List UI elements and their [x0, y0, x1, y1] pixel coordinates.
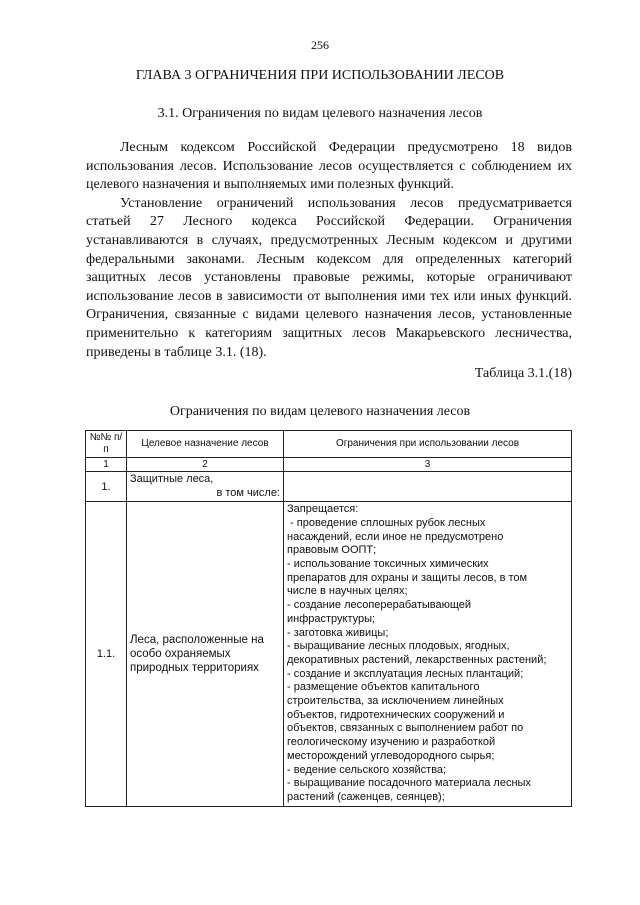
header-number: №№ п/п [86, 431, 127, 458]
restriction-line: геологическому изучению и разработкой [287, 736, 496, 749]
col-number-3: 3 [284, 458, 572, 472]
table-row [86, 472, 572, 502]
header-purpose: Целевое назначение лесов [127, 431, 284, 458]
restriction-line: - выращивание посадочного материала лесных [287, 777, 531, 790]
restriction-line: препаратов для охраны и защиты лесов, в том [287, 571, 528, 584]
row-restrictions [284, 472, 572, 502]
restriction-line: - использование токсичных химических [287, 558, 489, 570]
restriction-line: - выращивание лесных плодовых, ягодных, [287, 640, 510, 653]
chapter-title: ГЛАВА 3 ОГРАНИЧЕНИЯ ПРИ ИСПОЛЬЗОВАНИИ ЛЕСОВ [135, 68, 505, 83]
paragraph-2: Установление ограничений использования лесов предусматривается статьей 27 Лесного кодекса Российской Федерации. Ограничения устанавливаются в случаях, предусмотренных Лесным кодексом и другими федеральными законами. Лесным кодексом для определенных категорий защитных лесов установлены правовые режимы, которые ограничивают использование лесов в зависимости от выполнения ими тех или иных функций. Ограничения, связанные с видами целевого назначения лесов, установленные применительно к категориям защитных лесов Макарьевского лесничества, приведены в таблице 3.1. (18). [86, 195, 572, 360]
col-number-1: 1 [86, 458, 127, 472]
row-purpose [127, 472, 284, 502]
row-purpose: Леса, расположенные на особо охраняемых природных территориях [127, 502, 284, 806]
restriction-line: декоративных растений, лекарственных растений; [287, 653, 547, 666]
restrictions-table [85, 430, 572, 807]
table-title: Ограничения по видам целевого назначения лесов [169, 404, 471, 419]
restriction-line: объектов, гидротехнических сооружений и [287, 708, 505, 721]
table-header-row [86, 431, 572, 458]
header-restrictions: Ограничения при использовании лесов [284, 431, 572, 458]
restriction-line: - создание лесоперерабатывающей [287, 599, 472, 612]
row-number: 1.1. [86, 502, 127, 806]
paragraph-1: Лесным кодексом Российской Федерации предусмотрено 18 видов использования лесов. Использование лесов осуществляется с соблюдением их целевого назначения и выполняемых ими полезных функций. [86, 140, 572, 193]
restriction-line: правовым ООПТ; [287, 544, 377, 557]
restriction-line: - заготовка живицы; [287, 626, 389, 639]
col-number-2: 2 [127, 458, 284, 472]
restriction-line: - ведение сельского хозяйства; [287, 763, 447, 776]
restriction-line: объектов, связанных с выполнением работ по [287, 722, 524, 735]
body-text [86, 139, 572, 362]
column-number-row [86, 458, 572, 472]
table-reference: Таблица 3.1.(18) [474, 366, 572, 381]
page-number: 256 [311, 38, 329, 52]
row-purpose-line: Защитные леса, [130, 473, 214, 485]
restriction-line: - проведение сплошных рубок лесных [287, 516, 486, 529]
restriction-line: - создание и эксплуатация лесных плантаций; [287, 667, 524, 680]
restriction-line: - размещение объектов капитального [287, 681, 480, 694]
restriction-line: Запрещается: [287, 503, 359, 516]
row-restrictions [284, 502, 572, 806]
table-row [86, 502, 572, 806]
restriction-line: растений (саженцев, сеянцев); [287, 790, 445, 803]
section-title: 3.1. Ограничения по видам целевого назначения лесов [157, 106, 483, 121]
restriction-line: месторождений углеводородного сырья; [287, 749, 495, 762]
restriction-line: числе в научных целях; [287, 585, 408, 598]
restriction-line: строительства, за исключением линейных [287, 695, 504, 708]
restriction-line: насаждений, если иное не предусмотрено [287, 530, 504, 543]
row-number: 1. [86, 472, 127, 502]
restriction-line: инфраструктуры; [287, 612, 376, 625]
row-purpose-line: в том числе: [216, 486, 280, 499]
